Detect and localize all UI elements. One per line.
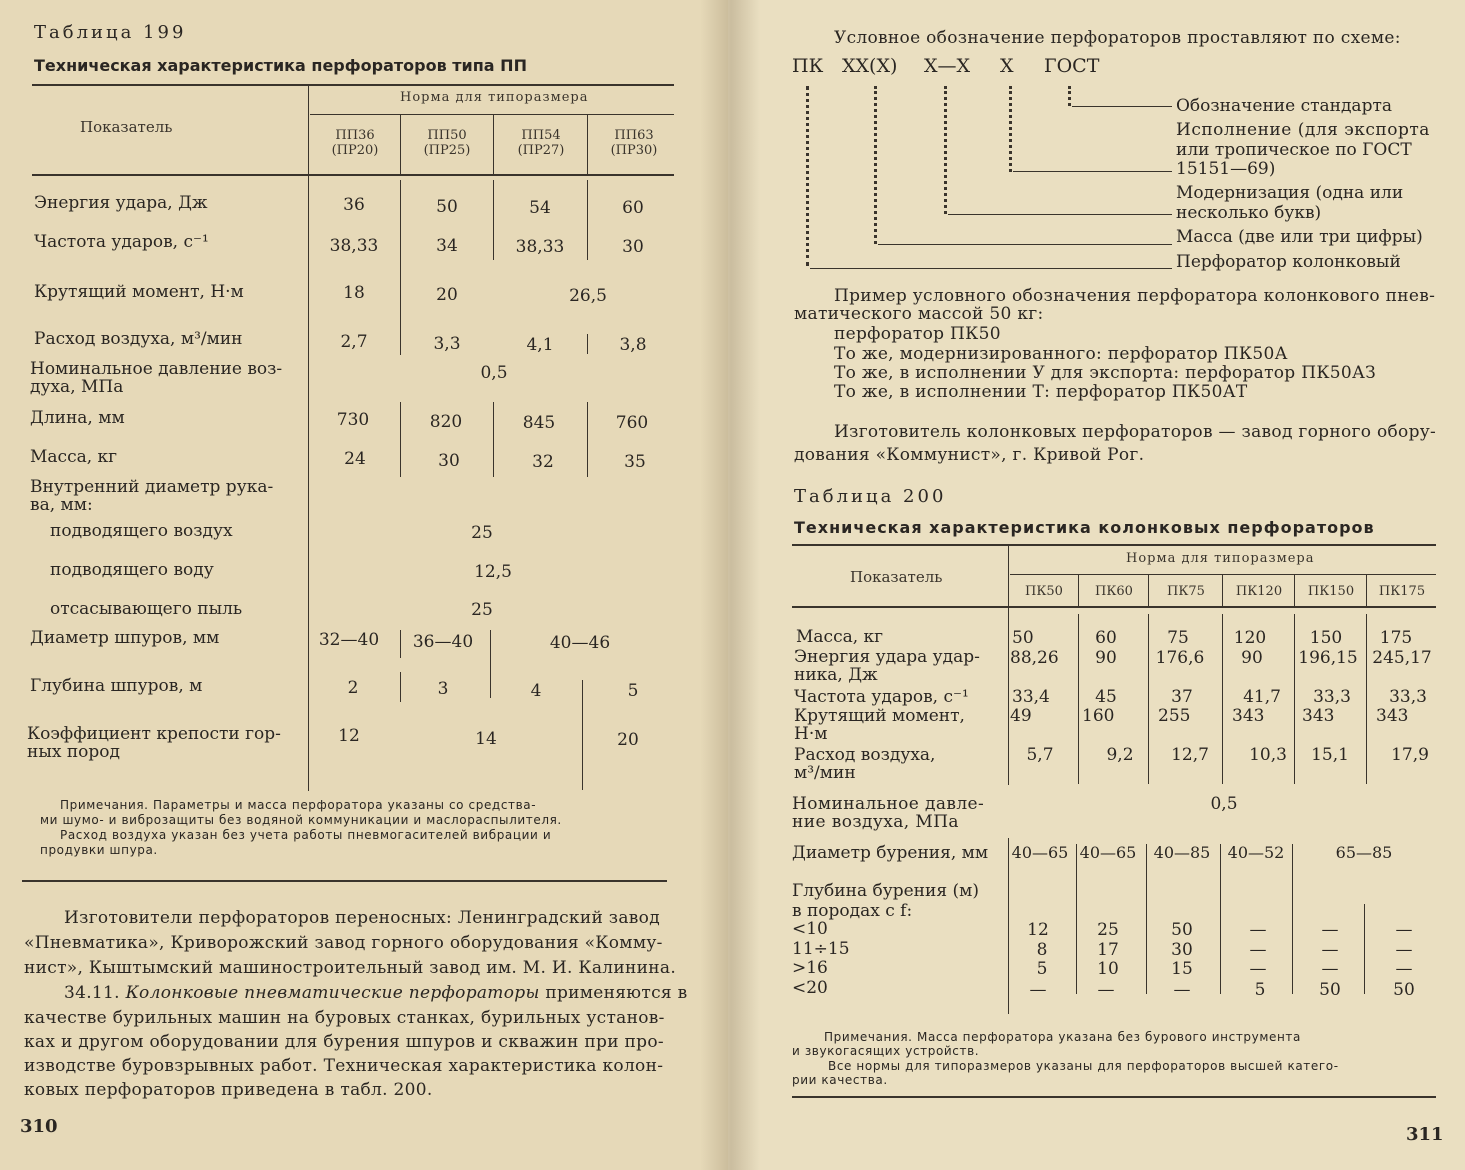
table-199-norm-header: Норма для типоразмера <box>400 90 589 105</box>
table-199-note-1: Примечания. Параметры и масса перфоратора указаны со средства- <box>60 798 537 812</box>
table-199-caption: Таблица 199 <box>34 22 187 43</box>
table-199-indicator-header: Показатель <box>80 118 173 136</box>
table-200-note-3: Все нормы для типоразмеров указаны для перфораторов высшей катего- <box>828 1059 1339 1073</box>
table-200-title: Техническая характеристика колонковых перфораторов <box>794 518 1375 537</box>
scheme-intro: Условное обозначение перфораторов проставляют по схеме: <box>834 28 1401 48</box>
table-200-col-pk175: ПК175 <box>1378 584 1426 599</box>
table-200-note-4: рии качества. <box>792 1073 888 1087</box>
table-200-col-pk75: ПК75 <box>1167 584 1205 599</box>
page-number-left: 310 <box>20 1116 58 1137</box>
page-number-right: 311 <box>1406 1124 1444 1145</box>
table-199-col-pp54: ПП54 (ПР27) <box>517 128 565 158</box>
page-310: Таблица 199 Техническая характеристика перфораторов типа ПП Показатель Норма для типоразмера ПП36 (ПР20) ПП50 (ПР25) ПП54 (ПР27) ПП63 (ПР30) Энергия удара, Дж 36 50 54 60 Частота ударов, с⁻¹ 38,33 34 38,33 30 Крутящий момент, Н·м 18 20 26,5 Расход воздуха, м³/мин 2,7 3,3 4,1 3,8 Номинальное давление воз- духа, МПа 0,5 Длина, мм 730 820 845 760 Масса, кг 24 30 32 35 Внутренний диаметр рука- ва, мм: подводящего воздух 25 подводящего воду 12,5 отсасывающего пыль 25 Диаметр шпуров, мм 32—40 36—40 40—46 Глубина шпуров, м 2 3 4 5 Коэффициент крепости гор- ных пород 12 14 20 Примечания. Параметры и масса перфоратора указаны со средства- ми шумо- и виброзащиты без водяной коммуникации и маслораспылителя. Расход воздуха указан без учета работы пневмогасителей вибрации и продувки шпура. Изготовители перфораторов переносных: Ленинградский завод «Пневматика», Криворожский завод горного оборудования «Комму- нист», Кыштымский машиностроительный завод им. М. И. Калинина. 34.11. Колонковые пневматические перфораторы применяются в качестве бурильных машин на буровых станках, бурильных установ- ках и другом оборудовании для бурения шпуров и скважин при про- изводстве буровзрывных работ. Техническая характеристика колон- ковых перфораторов приведена в табл. 200. 310 <box>0 0 728 1170</box>
table-200-caption: Таблица 200 <box>794 486 947 507</box>
page-311: Условное обозначение перфораторов проставляют по схеме: ПК XX(X) X—X X ГОСТ Обозначение стандарта Исполнение (для экспорта или тропическое по ГОСТ 15151—69) Модернизация (одна или несколько букв) Масса (две или три цифры) Перфоратор колонковый Пример условного обозначения перфоратора колонкового пнев- матического массой 50 кг: перфоратор ПК50 То же, модернизированного: перфоратор ПК50А То же, в исполнении У для экспорта: перфоратор ПК50АЗ То же, в исполнении Т: перфоратор ПК50АТ Изготовитель колонковых перфораторов — завод горного обору- дования «Коммунист», г. Кривой Рог. Таблица 200 Техническая характеристика колонковых перфораторов Показатель Норма для типоразмера ПК50 ПК60 ПК75 ПК120 ПК150 ПК175 Масса, кг 50 60 75 120 150 175 Энергия удара удар- ника, Дж 88,26 90 176,6 90 196,15 245,17 Частота ударов, с⁻¹ 33,4 45 37 41,7 33,3 33,3 Крутящий момент, Н·м 49 160 255 343 343 343 Расход воздуха, м³/мин 5,7 9,2 12,7 10,3 15,1 17,9 Номинальное давле- ние воздуха, МПа 0,5 Диаметр бурения, мм 40—65 40—65 40—85 40—52 65—85 Глубина бурения (м) в породах с f: <10 12 25 50 — — — 11÷15 8 17 30 — — — >16 5 10 15 — — — <20 — — — 5 50 50 Примечания. Масса перфоратора указана без бурового инструмента и звукогасящих устройств. Все нормы для типоразмеров указаны для перфораторов высшей катего- рии качества. 311 <box>728 0 1465 1170</box>
table-199-note-4: продувки шпура. <box>40 843 158 857</box>
table-199-col-pp63: ПП63 (ПР30) <box>610 128 658 158</box>
table-199-title: Техническая характеристика перфораторов типа ПП <box>34 56 527 75</box>
table-200-col-pk120: ПК120 <box>1235 584 1283 599</box>
table-200-note-1: Примечания. Масса перфоратора указана без бурового инструмента <box>824 1030 1301 1044</box>
table-199-note-3: Расход воздуха указан без учета работы пневмогасителей вибрации и <box>60 828 552 842</box>
table-199-col-pp50: ПП50 (ПР25) <box>423 128 471 158</box>
table-200-note-2: и звукогасящих устройств. <box>792 1044 980 1058</box>
table-200-col-pk50: ПК50 <box>1025 584 1063 599</box>
table-199-note-2: ми шумо- и виброзащиты без водяной коммуникации и маслораспылителя. <box>40 813 562 827</box>
table-200-norm-header: Норма для типоразмера <box>1126 551 1315 566</box>
table-199-col-pp36: ПП36 (ПР20) <box>331 128 379 158</box>
table-200-indicator-header: Показатель <box>850 568 943 586</box>
table-200-col-pk150: ПК150 <box>1307 584 1355 599</box>
table-200-col-pk60: ПК60 <box>1095 584 1133 599</box>
